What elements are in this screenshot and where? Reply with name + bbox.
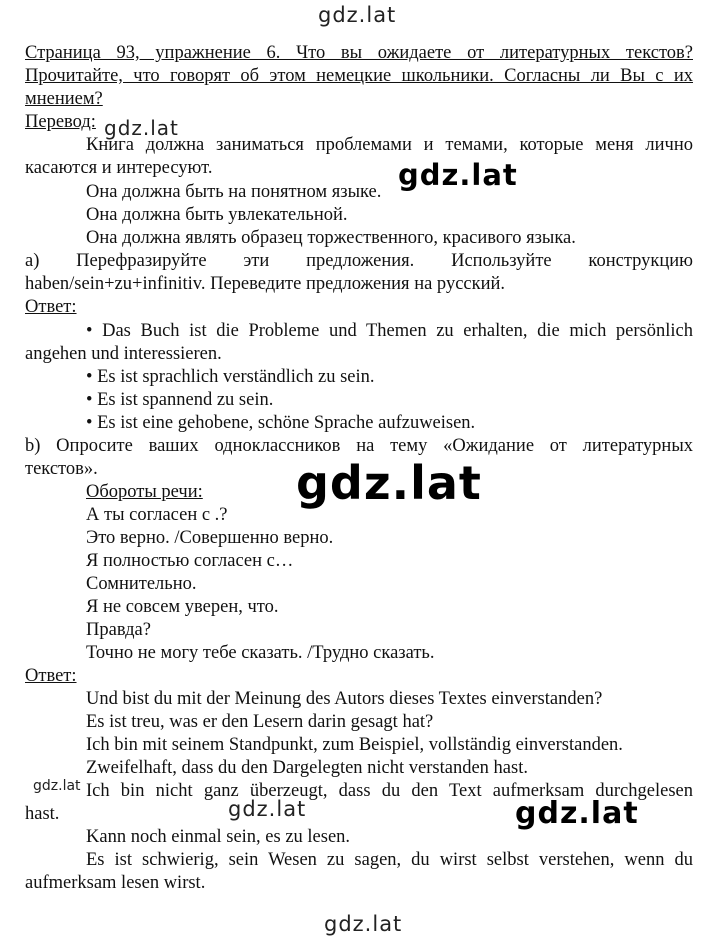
translation-label: Перевод:: [25, 112, 96, 132]
translation-p1-line1: Книга должна заниматься проблемами и темами, которые меня лично: [86, 135, 693, 155]
watermark-bottom-right: gdz.lat: [515, 796, 639, 831]
phrases-label: Обороты речи:: [86, 482, 203, 502]
watermark-top: gdz.lat: [318, 3, 397, 27]
task-a-line2: haben/sein+zu+infinitiv. Переведите предложения на русский.: [25, 274, 506, 294]
phrase-item: Я полностью согласен с…: [86, 551, 294, 571]
task-a-line1: а) Перефразируйте эти предложения. Используйте конструкцию: [25, 251, 693, 271]
answer1-item4: • Es ist eine gehobene, schöne Sprache aufzuweisen.: [86, 413, 476, 433]
answer1-item2: • Es ist sprachlich verständlich zu sein.: [86, 367, 375, 387]
answer1-item1-line1: • Das Buch ist die Probleme und Themen zu erhalten, die mich persönlich: [86, 321, 693, 341]
phrase-item: Правда?: [86, 620, 151, 640]
phrase-item: Точно не могу тебе сказать. /Трудно сказать.: [86, 643, 435, 663]
watermark-bottom-mid: gdz.lat: [228, 797, 307, 821]
watermark-footer: gdz.lat: [324, 912, 403, 936]
translation-p1-line2: касаются и интересуют.: [25, 158, 213, 178]
phrase-item: Сомнительно.: [86, 574, 197, 594]
translation-p4: Она должна являть образец торжественного, красивого языка.: [86, 228, 576, 248]
translation-p3: Она должна быть увлекательной.: [86, 205, 348, 225]
answer2-line7b: aufmerksam lesen wirst.: [25, 873, 206, 893]
answer2-line6: Kann noch einmal sein, es zu lesen.: [86, 827, 351, 847]
answer1-item3: • Es ist spannend zu sein.: [86, 390, 274, 410]
answer2-line5a: Ich bin nicht ganz überzeugt, dass du den Text aufmerksam durchgelesen: [86, 781, 693, 801]
watermark-after-label: gdz.lat: [104, 116, 179, 140]
answer2-line3: Ich bin mit seinem Standpunkt, zum Beispiel, vollständig einverstanden.: [86, 735, 623, 755]
answer2-line1: Und bist du mit der Meinung des Autors dieses Textes einverstanden?: [86, 689, 603, 709]
header-line-1: Страница 93, упражнение 6. Что вы ожидаете от литературных текстов?: [25, 43, 693, 63]
task-b-line1: b) Опросите ваших одноклассников на тему «Ожидание от литературных: [25, 436, 693, 456]
answer2-line4: Zweifelhaft, dass du den Dargelegten nicht verstanden hast.: [86, 758, 528, 778]
phrase-item: А ты согласен с .?: [86, 505, 228, 525]
phrase-item: Это верно. /Совершенно верно.: [86, 528, 334, 548]
answer2-line2: Es ist treu, was er den Lesern darin gesagt hat?: [86, 712, 434, 732]
watermark-mid-right: gdz.lat: [398, 158, 518, 192]
answer1-label: Ответ:: [25, 297, 77, 317]
phrase-item: Я не совсем уверен, что.: [86, 597, 279, 617]
answer2-line5b: hast.: [25, 804, 60, 824]
header-line-3: мнением?: [25, 89, 103, 109]
watermark-big-center: gdz.lat: [296, 456, 482, 510]
watermark-small-left: gdz.lat: [33, 778, 81, 794]
answer2-label: Ответ:: [25, 666, 77, 686]
answer2-line7a: Es ist schwierig, sein Wesen zu sagen, du wirst selbst verstehen, wenn du: [86, 850, 693, 870]
header-line-2: Прочитайте, что говорят об этом немецкие школьники. Согласны ли Вы с их: [25, 66, 693, 86]
task-b-line2: текстов».: [25, 459, 98, 479]
answer1-item1-line2: angehen und interessieren.: [25, 344, 222, 364]
translation-p2: Она должна быть на понятном языке.: [86, 182, 382, 202]
